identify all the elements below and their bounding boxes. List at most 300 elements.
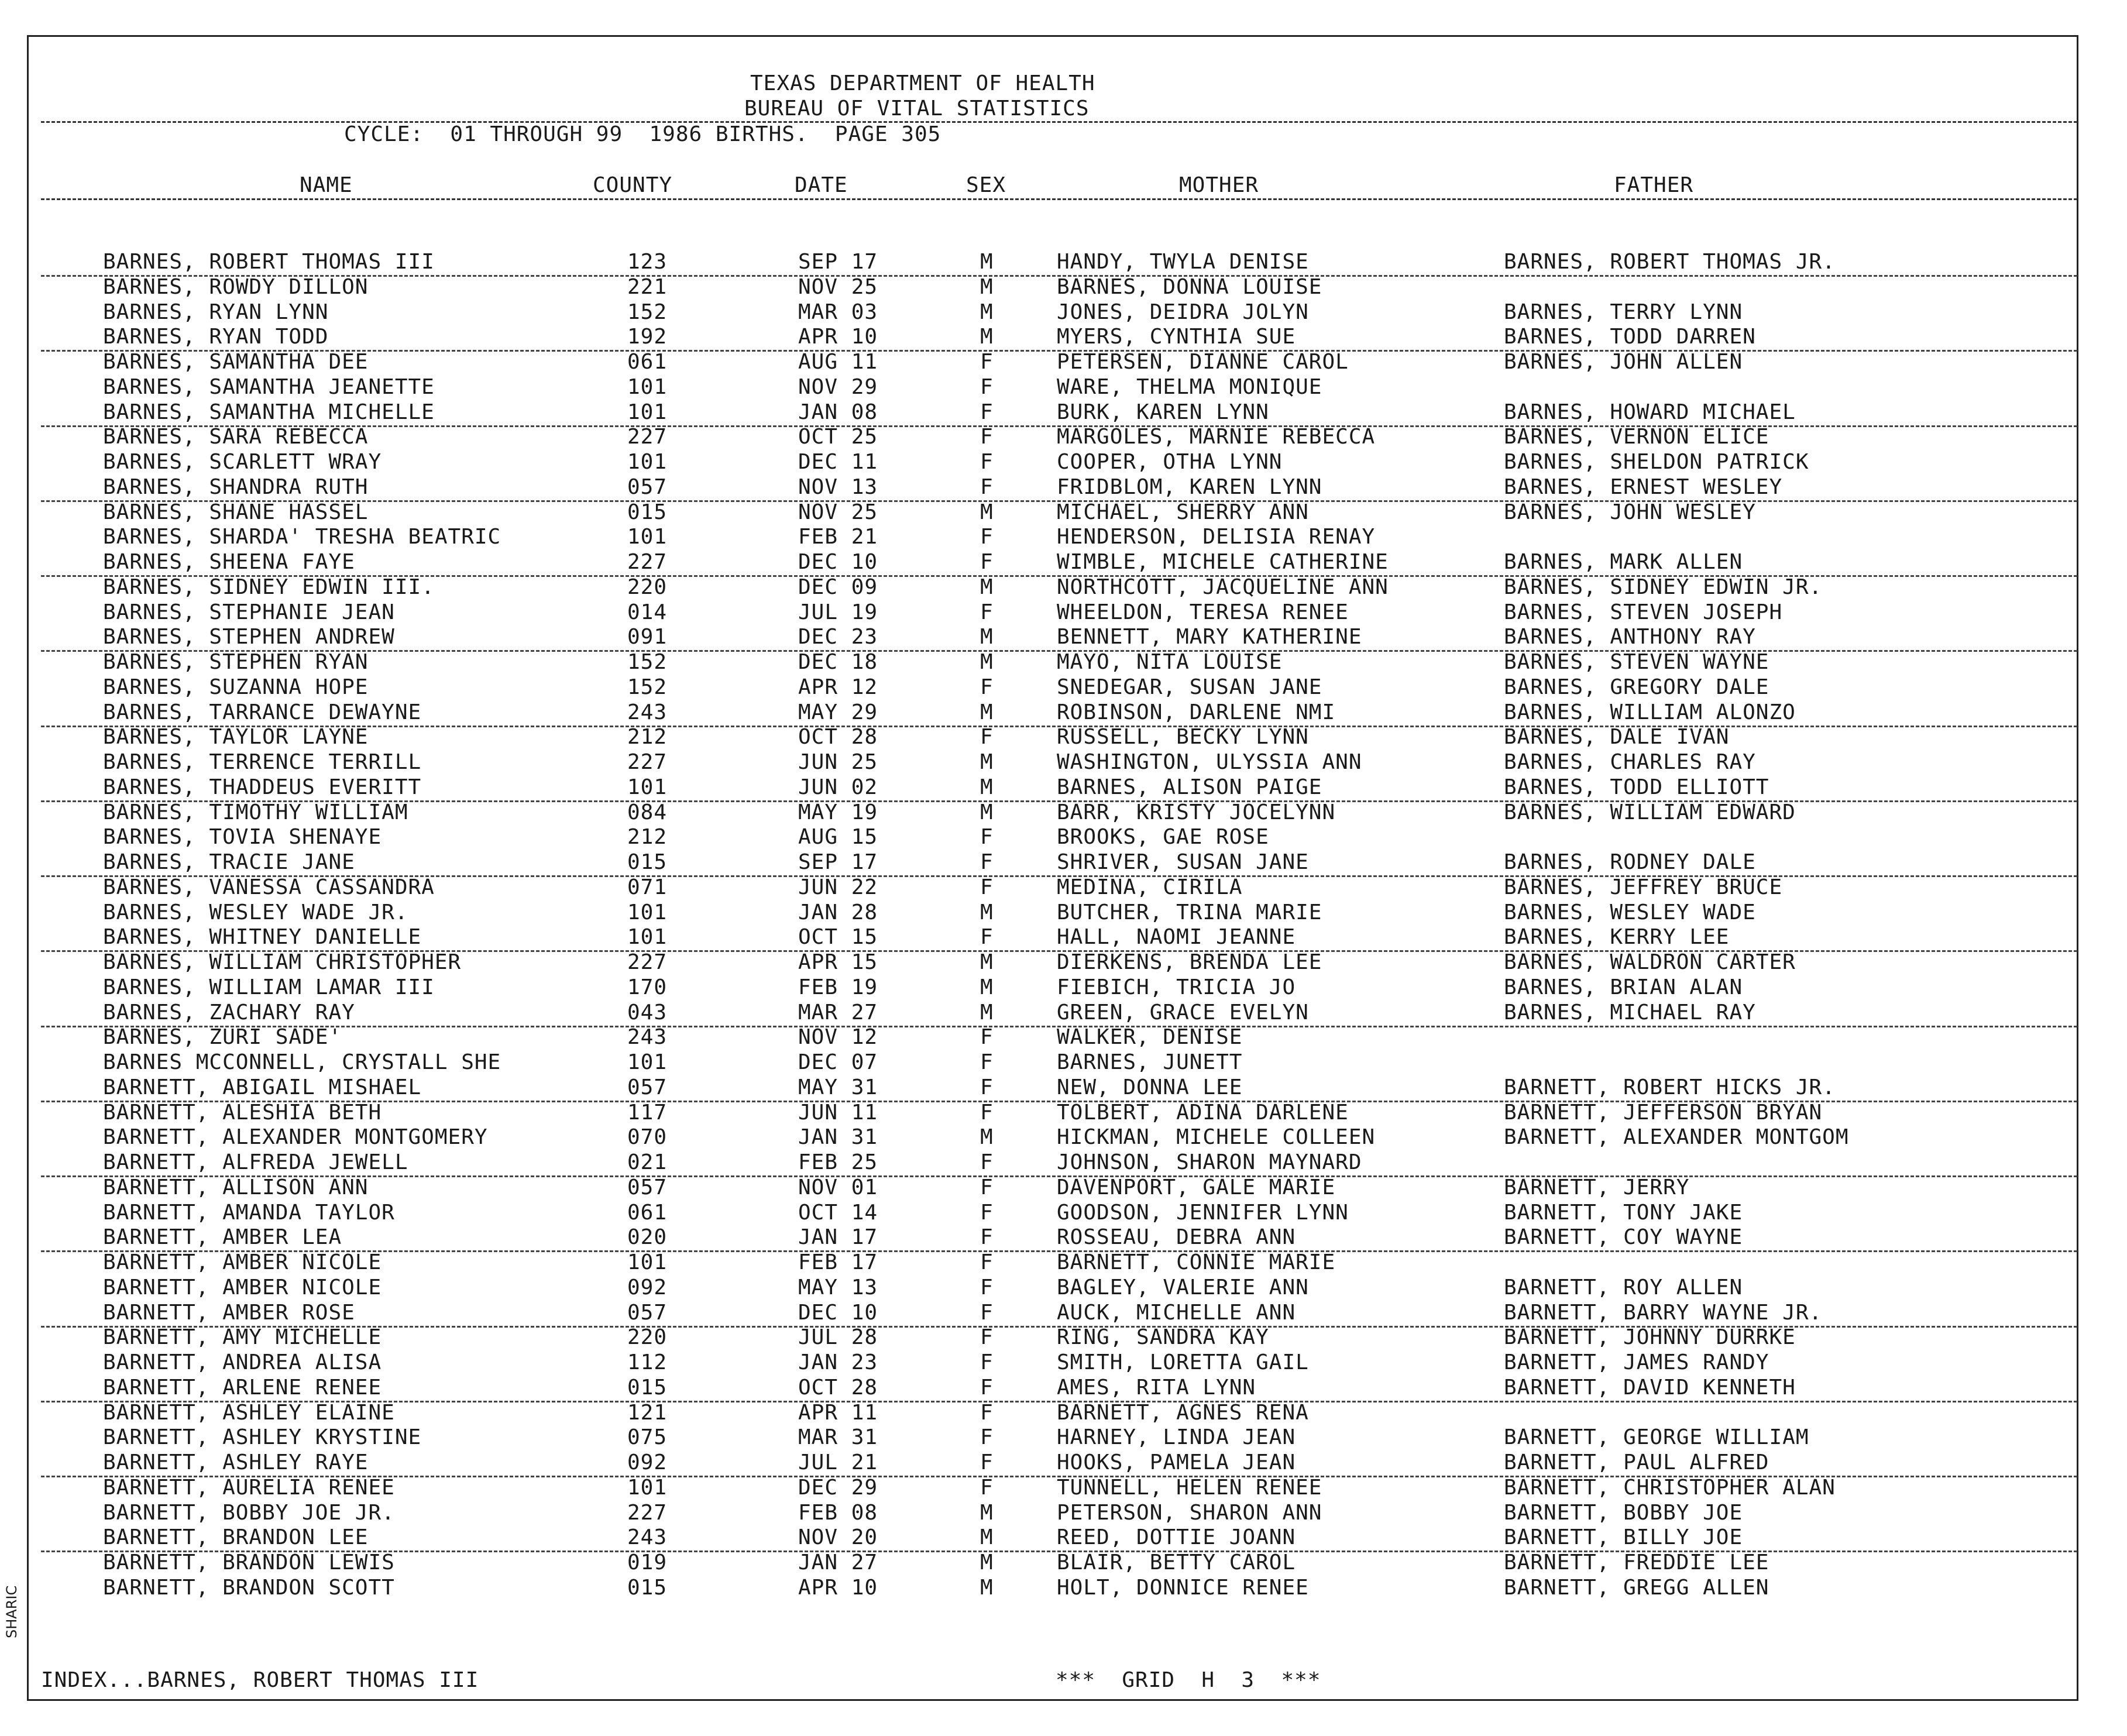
- row-county: 212: [627, 825, 668, 849]
- row-date: FEB 19: [798, 975, 878, 999]
- row-mother: HOLT, DONNICE RENEE: [1057, 1576, 1309, 1600]
- row-name: BARNES, SAMANTHA MICHELLE: [103, 400, 435, 424]
- row-sex: M: [980, 575, 994, 599]
- row-mother: BARNES, JUNETT: [1057, 1050, 1243, 1074]
- row-mother: MICHAEL, SHERRY ANN: [1057, 500, 1309, 524]
- row-sex: F: [980, 725, 994, 749]
- row-mother: AUCK, MICHELLE ANN: [1057, 1301, 1296, 1325]
- row-name: BARNES, WHITNEY DANIELLE: [103, 925, 422, 949]
- row-county: 212: [627, 725, 668, 749]
- row-mother: FRIDBLOM, KAREN LYNN: [1057, 475, 1322, 499]
- row-sex: F: [980, 375, 994, 399]
- row-date: OCT 15: [798, 925, 878, 949]
- row-mother: JONES, DEIDRA JOLYN: [1057, 300, 1309, 324]
- row-date: AUG 11: [798, 350, 878, 374]
- row-county: 243: [627, 1525, 668, 1549]
- side-label: SHARIC: [4, 1585, 20, 1638]
- row-date: JAN 08: [798, 400, 878, 424]
- row-county: 070: [627, 1125, 668, 1149]
- row-sex: F: [980, 1301, 994, 1325]
- row-date: MAY 31: [798, 1075, 878, 1099]
- row-mother: BARNES, ALISON PAIGE: [1057, 775, 1322, 799]
- row-county: 092: [627, 1450, 668, 1474]
- row-date: JUL 19: [798, 600, 878, 624]
- row-date: SEP 17: [798, 850, 878, 874]
- row-name: BARNETT, AMANDA TAYLOR: [103, 1201, 395, 1225]
- row-date: JUL 21: [798, 1450, 878, 1474]
- row-mother: AMES, RITA LYNN: [1057, 1376, 1256, 1400]
- row-mother: BROOKS, GAE ROSE: [1057, 825, 1269, 849]
- row-date: JAN 23: [798, 1350, 878, 1374]
- row-name: BARNES, ZACHARY RAY: [103, 1001, 355, 1025]
- row-father: BARNES, SIDNEY EDWIN JR.: [1504, 575, 1823, 599]
- row-father: BARNETT, GREGG ALLEN: [1504, 1576, 1769, 1600]
- row-mother: BARNETT, AGNES RENA: [1057, 1401, 1309, 1425]
- row-sex: F: [980, 1376, 994, 1400]
- row-county: 020: [627, 1225, 668, 1249]
- row-date: FEB 21: [798, 525, 878, 549]
- row-sex: F: [980, 450, 994, 474]
- row-county: 101: [627, 1476, 668, 1500]
- row-father: BARNES, JEFFREY BRUCE: [1504, 875, 1783, 899]
- row-date: JUN 25: [798, 750, 878, 774]
- row-mother: HOOKS, PAMELA JEAN: [1057, 1450, 1296, 1474]
- row-name: BARNETT, ALFREDA JEWELL: [103, 1150, 408, 1174]
- row-county: 061: [627, 1201, 668, 1225]
- row-date: NOV 25: [798, 500, 878, 524]
- row-sex: F: [980, 1276, 994, 1300]
- row-sex: M: [980, 650, 994, 674]
- row-date: FEB 08: [798, 1501, 878, 1525]
- row-sex: M: [980, 1576, 994, 1600]
- row-mother: TUNNELL, HELEN RENEE: [1057, 1476, 1322, 1500]
- row-county: 152: [627, 300, 668, 324]
- row-name: BARNES, TOVIA SHENAYE: [103, 825, 382, 849]
- row-sex: M: [980, 750, 994, 774]
- row-mother: MYERS, CYNTHIA SUE: [1057, 325, 1296, 349]
- row-date: DEC 07: [798, 1050, 878, 1074]
- row-date: OCT 25: [798, 425, 878, 449]
- row-name: BARNETT, ABIGAIL MISHAEL: [103, 1075, 422, 1099]
- row-name: BARNES, RYAN LYNN: [103, 300, 329, 324]
- row-county: 091: [627, 625, 668, 649]
- row-date: NOV 12: [798, 1025, 878, 1049]
- row-sex: F: [980, 550, 994, 574]
- row-sex: F: [980, 475, 994, 499]
- row-name: BARNES, TARRANCE DEWAYNE: [103, 700, 422, 724]
- col-header-county: COUNTY: [593, 173, 673, 197]
- row-date: FEB 17: [798, 1250, 878, 1274]
- row-sex: F: [980, 1025, 994, 1049]
- row-father: BARNES, STEVEN JOSEPH: [1504, 600, 1783, 624]
- row-mother: MEDINA, CIRILA: [1057, 875, 1243, 899]
- row-county: 170: [627, 975, 668, 999]
- row-sex: F: [980, 825, 994, 849]
- row-father: BARNES, HOWARD MICHAEL: [1504, 400, 1796, 424]
- row-sex: F: [980, 1425, 994, 1449]
- row-father: BARNES, MARK ALLEN: [1504, 550, 1743, 574]
- row-county: 043: [627, 1001, 668, 1025]
- row-date: DEC 10: [798, 1301, 878, 1325]
- row-father: BARNETT, JERRY: [1504, 1175, 1690, 1199]
- row-county: 227: [627, 950, 668, 974]
- row-mother: WASHINGTON, ULYSSIA ANN: [1057, 750, 1362, 774]
- row-sex: F: [980, 1075, 994, 1099]
- row-date: APR 10: [798, 325, 878, 349]
- row-county: 192: [627, 325, 668, 349]
- row-date: OCT 28: [798, 725, 878, 749]
- row-date: MAY 19: [798, 800, 878, 824]
- row-father: BARNES, ANTHONY RAY: [1504, 625, 1756, 649]
- row-sex: M: [980, 300, 994, 324]
- row-father: BARNETT, DAVID KENNETH: [1504, 1376, 1796, 1400]
- row-name: BARNETT, AMBER NICOLE: [103, 1276, 382, 1300]
- row-name: BARNES, SHANDRA RUTH: [103, 475, 369, 499]
- row-mother: RING, SANDRA KAY: [1057, 1325, 1269, 1349]
- row-sex: F: [980, 1350, 994, 1374]
- row-mother: DAVENPORT, GALE MARIE: [1057, 1175, 1336, 1199]
- row-mother: SNEDEGAR, SUSAN JANE: [1057, 675, 1322, 699]
- row-name: BARNES, SHANE HASSEL: [103, 500, 369, 524]
- row-father: BARNETT, GEORGE WILLIAM: [1504, 1425, 1809, 1449]
- row-mother: PETERSEN, DIANNE CAROL: [1057, 350, 1349, 374]
- row-father: BARNES, CHARLES RAY: [1504, 750, 1756, 774]
- header-line1: TEXAS DEPARTMENT OF HEALTH: [750, 71, 1095, 95]
- row-father: BARNES, STEVEN WAYNE: [1504, 650, 1769, 674]
- row-date: APR 12: [798, 675, 878, 699]
- row-date: MAY 29: [798, 700, 878, 724]
- col-header-father: FATHER: [1614, 173, 1694, 197]
- row-sex: F: [980, 1401, 994, 1425]
- row-father: BARNES, BRIAN ALAN: [1504, 975, 1743, 999]
- row-name: BARNETT, ALEXANDER MONTGOMERY: [103, 1125, 488, 1149]
- row-county: 227: [627, 1501, 668, 1525]
- row-sex: F: [980, 850, 994, 874]
- row-sex: M: [980, 1125, 994, 1149]
- row-sex: F: [980, 675, 994, 699]
- row-name: BARNETT, AMBER ROSE: [103, 1301, 355, 1325]
- row-sex: M: [980, 800, 994, 824]
- row-date: JUN 22: [798, 875, 878, 899]
- row-sex: F: [980, 600, 994, 624]
- row-county: 227: [627, 750, 668, 774]
- row-sex: F: [980, 1201, 994, 1225]
- row-mother: HARNEY, LINDA JEAN: [1057, 1425, 1296, 1449]
- row-father: BARNETT, ROBERT HICKS JR.: [1504, 1075, 1836, 1099]
- row-name: BARNETT, AMBER LEA: [103, 1225, 342, 1249]
- col-header-date: DATE: [795, 173, 848, 197]
- row-date: FEB 25: [798, 1150, 878, 1174]
- row-date: JAN 17: [798, 1225, 878, 1249]
- row-mother: BLAIR, BETTY CAROL: [1057, 1551, 1296, 1575]
- row-mother: RUSSELL, BECKY LYNN: [1057, 725, 1309, 749]
- row-sex: F: [980, 425, 994, 449]
- row-county: 019: [627, 1551, 668, 1575]
- row-father: BARNES, JOHN ALLEN: [1504, 350, 1743, 374]
- row-father: BARNES, RODNEY DALE: [1504, 850, 1756, 874]
- row-name: BARNETT, BRANDON LEE: [103, 1525, 369, 1549]
- row-mother: REED, DOTTIE JOANN: [1057, 1525, 1296, 1549]
- row-date: MAR 31: [798, 1425, 878, 1449]
- row-county: 152: [627, 675, 668, 699]
- row-father: BARNES, MICHAEL RAY: [1504, 1001, 1756, 1025]
- row-date: SEP 17: [798, 250, 878, 274]
- row-name: BARNES, SARA REBECCA: [103, 425, 369, 449]
- row-mother: NEW, DONNA LEE: [1057, 1075, 1243, 1099]
- row-mother: BARR, KRISTY JOCELYNN: [1057, 800, 1336, 824]
- row-father: BARNES, SHELDON PATRICK: [1504, 450, 1809, 474]
- row-county: 101: [627, 375, 668, 399]
- row-name: BARNETT, BOBBY JOE JR.: [103, 1501, 395, 1525]
- row-name: BARNES, THADDEUS EVERITT: [103, 775, 422, 799]
- row-father: BARNETT, ROY ALLEN: [1504, 1276, 1743, 1300]
- row-name: BARNES, SHEENA FAYE: [103, 550, 355, 574]
- row-father: BARNES, TODD ELLIOTT: [1504, 775, 1769, 799]
- row-mother: MAYO, NITA LOUISE: [1057, 650, 1283, 674]
- row-sex: M: [980, 700, 994, 724]
- row-county: 101: [627, 925, 668, 949]
- row-name: BARNES, WILLIAM CHRISTOPHER: [103, 950, 462, 974]
- row-name: BARNETT, BRANDON SCOTT: [103, 1576, 395, 1600]
- row-name: BARNETT, AURELIA RENEE: [103, 1476, 395, 1500]
- row-county: 101: [627, 525, 668, 549]
- row-date: MAR 27: [798, 1001, 878, 1025]
- row-date: JUL 28: [798, 1325, 878, 1349]
- row-sex: M: [980, 275, 994, 299]
- row-county: 057: [627, 1175, 668, 1199]
- row-sex: F: [980, 1450, 994, 1474]
- row-name: BARNES, STEPHEN ANDREW: [103, 625, 395, 649]
- row-father: BARNES, TERRY LYNN: [1504, 300, 1743, 324]
- row-mother: FIEBICH, TRICIA JO: [1057, 975, 1296, 999]
- row-name: BARNES, STEPHANIE JEAN: [103, 600, 395, 624]
- row-name: BARNES, RYAN TODD: [103, 325, 329, 349]
- row-sex: M: [980, 950, 994, 974]
- row-date: DEC 11: [798, 450, 878, 474]
- row-date: JAN 31: [798, 1125, 878, 1149]
- row-name: BARNES, ROWDY DILLON: [103, 275, 369, 299]
- row-name: BARNES, TAYLOR LAYNE: [103, 725, 369, 749]
- row-mother: BARNETT, CONNIE MARIE: [1057, 1250, 1336, 1274]
- row-date: MAR 03: [798, 300, 878, 324]
- row-father: BARNES, WESLEY WADE: [1504, 900, 1756, 924]
- row-county: 057: [627, 1075, 668, 1099]
- row-date: OCT 14: [798, 1201, 878, 1225]
- row-name: BARNETT, ASHLEY RAYE: [103, 1450, 369, 1474]
- row-name: BARNES, VANESSA CASSANDRA: [103, 875, 435, 899]
- row-date: NOV 01: [798, 1175, 878, 1199]
- row-father: BARNETT, PAUL ALFRED: [1504, 1450, 1769, 1474]
- row-father: BARNES, WALDRON CARTER: [1504, 950, 1796, 974]
- row-mother: WIMBLE, MICHELE CATHERINE: [1057, 550, 1389, 574]
- row-name: BARNES, TIMOTHY WILLIAM: [103, 800, 408, 824]
- row-father: BARNES, JOHN WESLEY: [1504, 500, 1756, 524]
- row-father: BARNETT, JEFFERSON BRYAN: [1504, 1101, 1823, 1125]
- row-sex: F: [980, 1050, 994, 1074]
- row-name: BARNES, SIDNEY EDWIN III.: [103, 575, 435, 599]
- row-name: BARNETT, BRANDON LEWIS: [103, 1551, 395, 1575]
- row-sex: F: [980, 1175, 994, 1199]
- row-county: 101: [627, 400, 668, 424]
- row-name: BARNES, WESLEY WADE JR.: [103, 900, 408, 924]
- row-name: BARNETT, AMBER NICOLE: [103, 1250, 382, 1274]
- row-father: BARNES, TODD DARREN: [1504, 325, 1756, 349]
- row-father: BARNES, ERNEST WESLEY: [1504, 475, 1783, 499]
- row-sex: F: [980, 1101, 994, 1125]
- row-father: BARNETT, FREDDIE LEE: [1504, 1551, 1769, 1575]
- row-county: 227: [627, 550, 668, 574]
- row-mother: HICKMAN, MICHELE COLLEEN: [1057, 1125, 1376, 1149]
- row-mother: GREEN, GRACE EVELYN: [1057, 1001, 1309, 1025]
- row-sex: F: [980, 1150, 994, 1174]
- row-name: BARNES, STEPHEN RYAN: [103, 650, 369, 674]
- row-sex: M: [980, 625, 994, 649]
- row-county: 243: [627, 700, 668, 724]
- row-name: BARNES, SAMANTHA JEANETTE: [103, 375, 435, 399]
- row-sex: M: [980, 500, 994, 524]
- footer-index: INDEX...BARNES, ROBERT THOMAS III: [41, 1668, 479, 1692]
- row-date: OCT 28: [798, 1376, 878, 1400]
- row-date: AUG 15: [798, 825, 878, 849]
- col-header-name: NAME: [300, 173, 353, 197]
- row-date: DEC 09: [798, 575, 878, 599]
- row-county: 112: [627, 1350, 668, 1374]
- row-sex: M: [980, 1501, 994, 1525]
- footer-grid: *** GRID H 3 ***: [1056, 1668, 1321, 1692]
- row-name: BARNES MCCONNELL, CRYSTALL SHE: [103, 1050, 501, 1074]
- row-sex: M: [980, 900, 994, 924]
- row-father: BARNETT, CHRISTOPHER ALAN: [1504, 1476, 1836, 1500]
- row-name: BARNETT, AMY MICHELLE: [103, 1325, 382, 1349]
- row-mother: HENDERSON, DELISIA RENAY: [1057, 525, 1376, 549]
- row-county: 220: [627, 1325, 668, 1349]
- row-name: BARNETT, ANDREA ALISA: [103, 1350, 382, 1374]
- row-mother: HANDY, TWYLA DENISE: [1057, 250, 1309, 274]
- row-name: BARNES, SAMANTHA DEE: [103, 350, 369, 374]
- row-date: NOV 20: [798, 1525, 878, 1549]
- row-county: 015: [627, 1576, 668, 1600]
- row-sex: F: [980, 1250, 994, 1274]
- row-mother: PETERSON, SHARON ANN: [1057, 1501, 1322, 1525]
- row-name: BARNETT, ASHLEY ELAINE: [103, 1401, 395, 1425]
- row-father: BARNES, DALE IVAN: [1504, 725, 1730, 749]
- row-sex: M: [980, 1551, 994, 1575]
- row-mother: TOLBERT, ADINA DARLENE: [1057, 1101, 1349, 1125]
- row-date: DEC 29: [798, 1476, 878, 1500]
- row-name: BARNES, SCARLETT WRAY: [103, 450, 382, 474]
- row-sex: M: [980, 1001, 994, 1025]
- row-mother: WHEELDON, TERESA RENEE: [1057, 600, 1349, 624]
- row-sex: F: [980, 875, 994, 899]
- col-header-mother: MOTHER: [1179, 173, 1259, 197]
- row-sex: F: [980, 925, 994, 949]
- row-mother: COOPER, OTHA LYNN: [1057, 450, 1283, 474]
- col-header-sex: SEX: [966, 173, 1006, 197]
- row-county: 092: [627, 1276, 668, 1300]
- row-county: 014: [627, 600, 668, 624]
- row-father: BARNES, GREGORY DALE: [1504, 675, 1769, 699]
- row-father: BARNETT, JOHNNY DURRKE: [1504, 1325, 1796, 1349]
- row-name: BARNES, WILLIAM LAMAR III: [103, 975, 435, 999]
- row-county: 015: [627, 500, 668, 524]
- row-mother: BARNES, DONNA LOUISE: [1057, 275, 1322, 299]
- row-mother: DIERKENS, BRENDA LEE: [1057, 950, 1322, 974]
- row-date: DEC 10: [798, 550, 878, 574]
- row-date: APR 10: [798, 1576, 878, 1600]
- row-mother: HALL, NAOMI JEANNE: [1057, 925, 1296, 949]
- row-father: BARNETT, ALEXANDER MONTGOM: [1504, 1125, 1849, 1149]
- row-name: BARNES, ROBERT THOMAS III: [103, 250, 435, 274]
- row-county: 101: [627, 1250, 668, 1274]
- row-date: APR 15: [798, 950, 878, 974]
- row-mother: ROSSEAU, DEBRA ANN: [1057, 1225, 1296, 1249]
- row-date: NOV 25: [798, 275, 878, 299]
- row-sex: F: [980, 1225, 994, 1249]
- row-father: BARNETT, BARRY WAYNE JR.: [1504, 1301, 1823, 1325]
- row-county: 123: [627, 250, 668, 274]
- row-father: BARNETT, JAMES RANDY: [1504, 1350, 1769, 1374]
- row-sex: M: [980, 975, 994, 999]
- row-date: JUN 02: [798, 775, 878, 799]
- row-mother: BAGLEY, VALERIE ANN: [1057, 1276, 1309, 1300]
- row-father: BARNETT, COY WAYNE: [1504, 1225, 1743, 1249]
- row-mother: MARGOLES, MARNIE REBECCA: [1057, 425, 1376, 449]
- row-county: 227: [627, 425, 668, 449]
- row-date: JAN 27: [798, 1551, 878, 1575]
- row-date: MAY 13: [798, 1276, 878, 1300]
- row-county: 015: [627, 1376, 668, 1400]
- row-name: BARNES, SUZANNA HOPE: [103, 675, 369, 699]
- row-mother: BENNETT, MARY KATHERINE: [1057, 625, 1362, 649]
- row-father: BARNETT, BILLY JOE: [1504, 1525, 1743, 1549]
- row-sex: F: [980, 1476, 994, 1500]
- row-name: BARNES, SHARDA' TRESHA BEATRIC: [103, 525, 501, 549]
- row-county: 021: [627, 1150, 668, 1174]
- row-sex: F: [980, 400, 994, 424]
- row-name: BARNES, TRACIE JANE: [103, 850, 355, 874]
- row-date: NOV 13: [798, 475, 878, 499]
- row-name: BARNETT, ARLENE RENEE: [103, 1376, 382, 1400]
- row-sex: F: [980, 350, 994, 374]
- row-mother: BURK, KAREN LYNN: [1057, 400, 1269, 424]
- row-county: 101: [627, 775, 668, 799]
- row-name: BARNETT, ALLISON ANN: [103, 1175, 369, 1199]
- row-mother: BUTCHER, TRINA MARIE: [1057, 900, 1322, 924]
- cycle-line: CYCLE: 01 THROUGH 99 1986 BIRTHS. PAGE 305: [344, 122, 941, 146]
- row-county: 220: [627, 575, 668, 599]
- row-county: 075: [627, 1425, 668, 1449]
- row-county: 221: [627, 275, 668, 299]
- row-sex: F: [980, 525, 994, 549]
- row-mother: SHRIVER, SUSAN JANE: [1057, 850, 1309, 874]
- row-father: BARNES, ROBERT THOMAS JR.: [1504, 250, 1836, 274]
- row-name: BARNES, TERRENCE TERRILL: [103, 750, 422, 774]
- row-mother: SMITH, LORETTA GAIL: [1057, 1350, 1309, 1374]
- row-father: BARNES, WILLIAM ALONZO: [1504, 700, 1796, 724]
- row-county: 117: [627, 1101, 668, 1125]
- row-county: 071: [627, 875, 668, 899]
- row-date: JUN 11: [798, 1101, 878, 1125]
- row-father: BARNES, VERNON ELICE: [1504, 425, 1769, 449]
- row-county: 057: [627, 475, 668, 499]
- row-father: BARNETT, TONY JAKE: [1504, 1201, 1743, 1225]
- row-date: DEC 18: [798, 650, 878, 674]
- row-sex: M: [980, 775, 994, 799]
- row-sex: M: [980, 250, 994, 274]
- row-date: DEC 23: [798, 625, 878, 649]
- row-mother: ROBINSON, DARLENE NMI: [1057, 700, 1336, 724]
- row-county: 015: [627, 850, 668, 874]
